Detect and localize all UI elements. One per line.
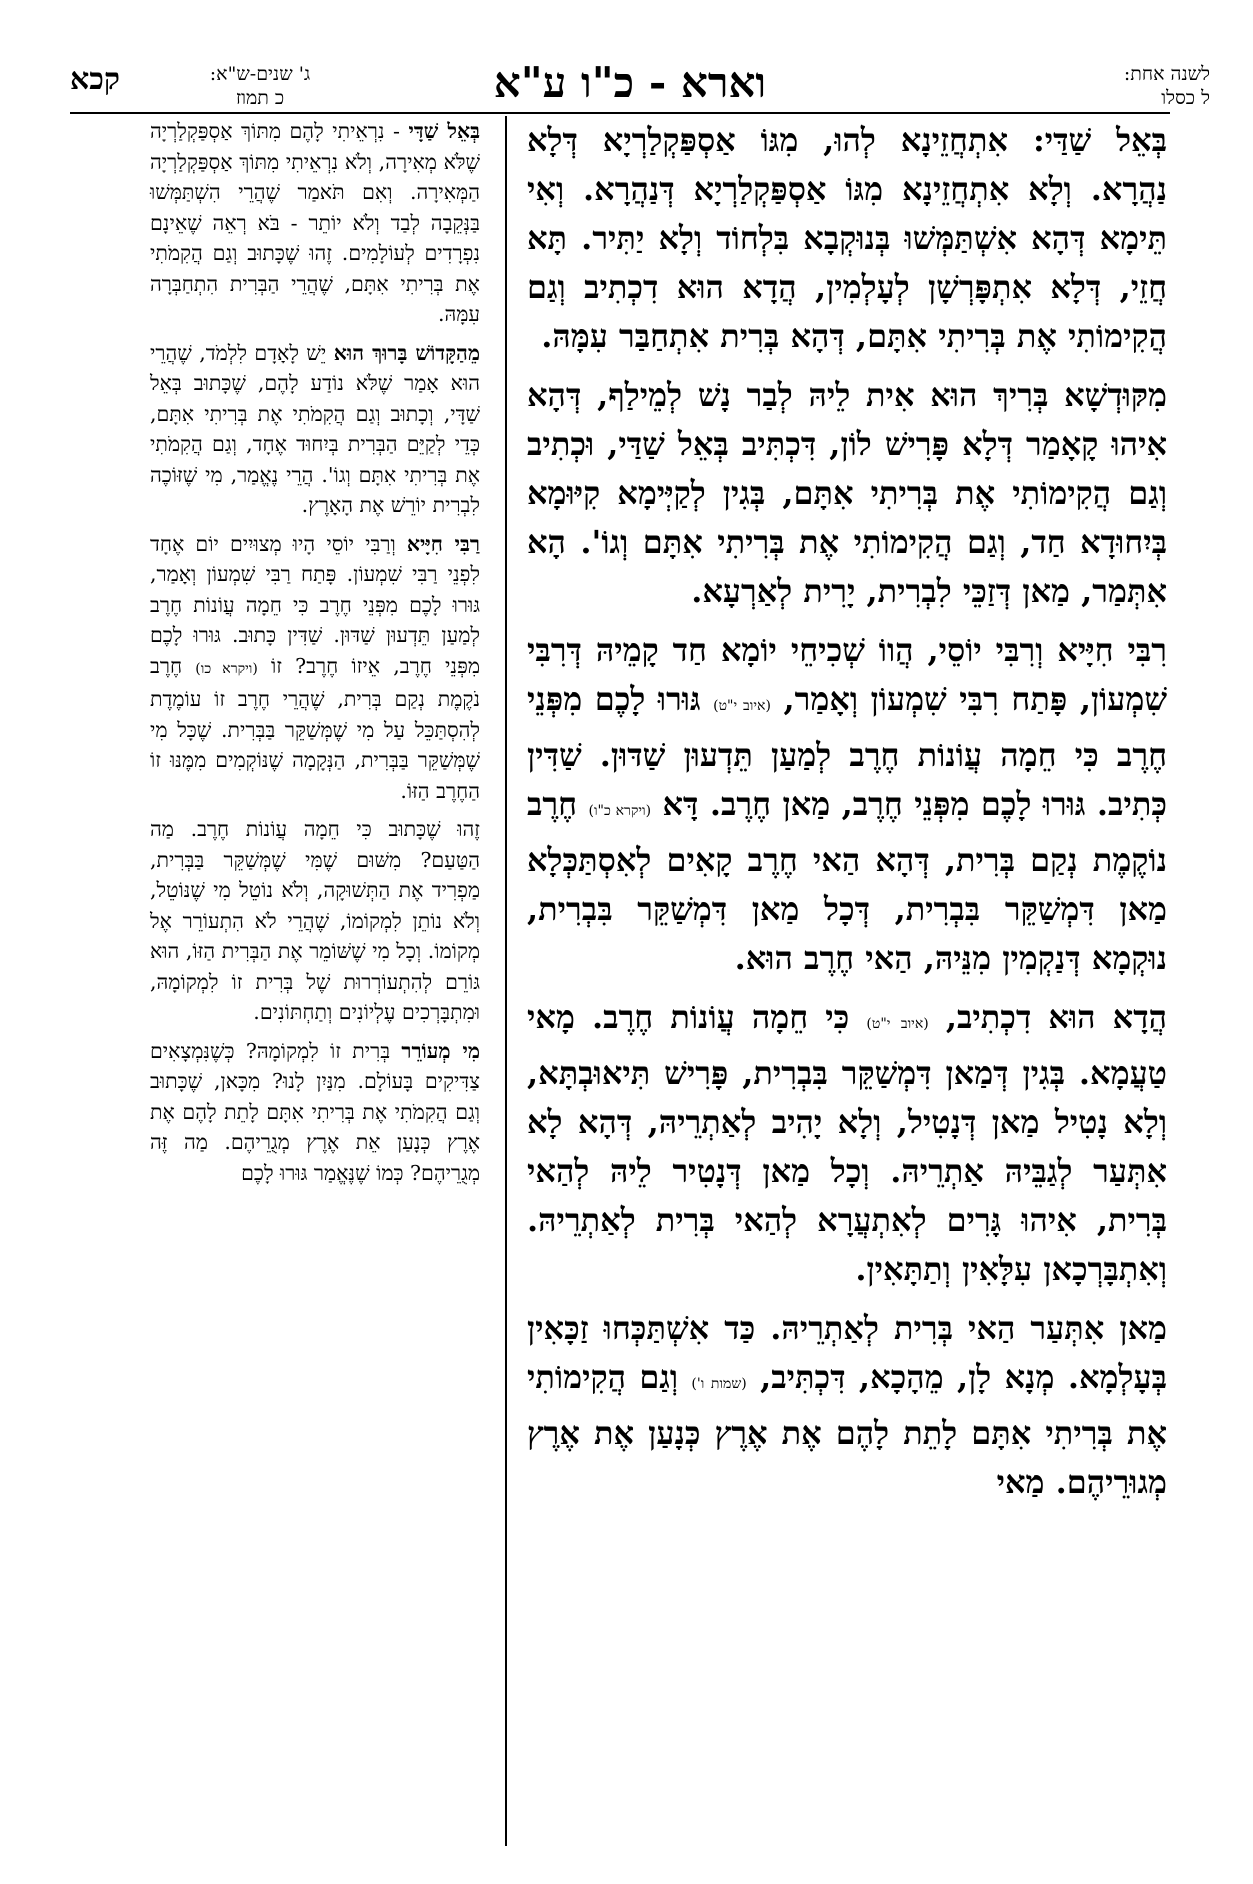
header-right-line2: ל כסלו <box>1161 87 1210 109</box>
header-right-label <box>1124 62 1210 110</box>
paragraph-lead: מַאן אִתְּעַר <box>1030 1309 1168 1347</box>
side-paragraph <box>150 338 480 521</box>
paragraph-lead: מִקּוּדְשָׁא בְּרִיךְ הוּא <box>930 376 1168 414</box>
source-citation: (ויקרא כו) <box>195 660 258 677</box>
main-paragraph <box>527 371 1167 616</box>
paragraph-text: וְרִבִּי יוֹסֵי, הֲווֹ שְׁכִיחֵי יוֹמָא חַד קָמֵיהּ דְּרִבִּי שִׁמְעוֹן, פָּתַח רִבִּי שִׁמְעוֹן וְאָמַר, <box>527 631 1168 718</box>
paragraph-lead: רִבִּי חִיָּיא <box>1057 631 1168 669</box>
paragraph-text: גּוּרוּ לָכֶם מִפְּנֵי חֶרֶב כִּי חֵמָה עֲוֹנוֹת חֶרֶב לְמַעַן תֵּדְעוּן שַׁדּוּן. שַׁדִּין כְּתִיב. גּוּרוּ לָכֶם מִפְּנֵי חֶרֶב, מַאן חֶרֶב. דָּא <box>527 680 1168 823</box>
main-paragraph <box>527 626 1167 983</box>
paragraph-text: יֵשׁ לָאָדָם לִלְמֹד, שֶׁהֲרֵי הוּא אָמַר שֶׁלֹּא נוֹדַע לָהֶם, שֶׁכָּתוּב בְּאֵל שַׁדָּי, וְכָתוּב וְגַם הֲקִמֹתִי אֶת בְּרִיתִי אִתָּם, כְּדֵי לְקַיֵּם הַבְּרִית בְּיִחוּד אֶחָד, וְגַם הֲקִמֹתִי אֶת בְּרִיתִי אִתָּם וְגוֹ'. הֲרֵי נֶאֱמַר, מִי שֶׁזּוֹכֶה לִבְרִית יוֹרֵשׁ אֶת הָאָרֶץ. <box>150 340 480 517</box>
source-citation: (ויקרא כ"ו) <box>588 803 652 819</box>
main-paragraph <box>527 1304 1167 1507</box>
source-citation: (איוב י"ט) <box>713 698 771 714</box>
paragraph-text: בְּרִית זוֹ לִמְקוֹמָהּ? כְּשֶׁנִּמְצָאִים צַדִּיקִים בָּעוֹלָם. מִנַּיִן לָנוּ? מִכָּאן, שֶׁכָּתוּב וְגַם הֲקִמֹתִי אֶת בְּרִיתִי אִתָּם לָתֵת לָהֶם אֶת אֶרֶץ כְּנָעַן אֵת אֶרֶץ מְגֻרֵיהֶם. מַה זֶּה מְגֻרֵיהֶם? כְּמוֹ שֶׁנֶּאֱמַר גּוּרוּ לָכֶם <box>150 1038 480 1185</box>
paragraph-text: - נִרְאֵיתִי לָהֶם מִתּוֹךְ אַסְפַּקְלַרְיָה שֶׁלֹּא מְאִירָה, וְלֹא נִרְאֵיתִי מִתּוֹךְ אַסְפַּקְלַרְיָה הַמְּאִירָה. וְאִם תֹּאמַר שֶׁהֲרֵי הִשְׁתַּמְּשׁוּ בַּנְּקֵבָה לְבַד וְלֹא יוֹתֵר - בֹּא רְאֵה שֶׁאֵינָם נִפְרָדִים לְעוֹלָמִים. זֶהוּ שֶׁכָּתוּב וְגַם הֲקִמֹתִי אֶת בְּרִיתִי אִתָּם, שֶׁהֲרֵי הַבְּרִית הִתְחַבְּרָה עִמָּהּ. <box>150 119 480 326</box>
paragraph-text: זֶהוּ שֶׁכָּתוּב כִּי חֵמָה עֲוֹנוֹת חֶרֶב. מַה הַטַּעַם? מִשּׁוּם שֶׁמִּי שֶׁמְּשַׁקֵּר בַּבְּרִית, מַפְרִיד אֶת הַתְּשׁוּקָה, וְלֹא נוֹטֵל מִי שֶׁנּוֹטֵל, וְלֹא נוֹתֵן לִמְקוֹמוֹ, שֶׁהֲרֵי לֹא הִתְעוֹרֵר אֶל מְקוֹמוֹ. וְכָל מִי שֶׁשּׁוֹמֵר אֶת הַבְּרִית הַזּוֹ, הוּא גּוֹרֵם לְהִתְעוֹרְרוּת שֶׁל בְּרִית זוֹ לִמְקוֹמָהּ, וּמִתְבָּרְכִים עֶלְיוֹנִים וְתַחְתּוֹנִים. <box>150 817 480 1024</box>
paragraph-lead: בְּאֵל שַׁדַּי: <box>1032 121 1168 159</box>
side-paragraph <box>150 1036 480 1189</box>
header-right-line1: לשנה אחת: <box>1123 63 1210 85</box>
paragraph-text: חֶרֶב נֹקֶמֶת נְקַם בְּרִית, שֶׁהֲרֵי חֶרֶב זוֹ עוֹמֶדֶת לְהִסְתַּכֵּל עַל מִי שֶׁמְּשַׁקֵּר בַּבְּרִית. שֶׁכָּל מִי שֶׁמְּשַׁקֵּר בַּבְּרִית, הַנְּקָמָה שֶׁנּוֹקְמִים מִמֶּנּוּ זוֹ הַחֶרֶב הַזּוֹ. <box>150 653 480 803</box>
source-citation: (שמות ו') <box>691 1376 747 1392</box>
paragraph-lead: הֲדָא הוּא דִכְתִיב, <box>945 998 1168 1036</box>
side-paragraph <box>150 529 480 807</box>
paragraph-lead: בְּאֵל שַׁדָּי <box>408 119 480 143</box>
page-title: וארא - כ"ו ע"א <box>493 58 767 107</box>
column-divider <box>505 116 507 1846</box>
side-paragraph <box>150 116 480 330</box>
main-paragraph <box>527 116 1167 361</box>
page-number: קכא <box>70 62 120 97</box>
main-paragraph <box>527 993 1167 1294</box>
side-paragraph <box>150 814 480 1028</box>
paragraph-text: אִית לֵיהּ לְבַר נָשׁ לְמֵילַף, דְּהָא אִיהוּ קָאָמַר דְּלָא פָּרִישׁ לוֹן, דִּכְתִּיב בְּאֵל שַׁדַּי, וּכְתִיב וְגַם הֲקִימוֹתִי אֶת בְּרִיתִי אִתָּם, בְּגִין לְקַיְּימָא קִיּוּמָא בְּיִחוּדָא חַד, וְגַם הֲקִימוֹתִי אֶת בְּרִיתִי אִתָּם וְגוֹ'. הָא אִתְּמַר, מַאן דְּזַכֵּי לִבְרִית, יָרִית לְאַרְעָא. <box>527 376 1167 610</box>
translation-column <box>150 116 480 1196</box>
header-left-line1: ג' שנים-ש"א: <box>209 63 311 85</box>
paragraph-text: כִּי חֵמָה עֲוֹנוֹת חֶרֶב. מָאי טַעֲמָא. בְּגִין דְּמַאן דִּמְשַׁקֵּר בִּבְרִית, פָּרִישׁ תִּיאוּבְתָּא, וְלָא נָטִיל מַאן דְּנָטִיל, וְלָא יָהִיב לְאַתְרֵיהּ, דְּהָא לָא אִתְּעַר לְגַבֵּיהּ אַתְרֵיהּ. וְכָל מַאן דְּנָטִיר לֵיהּ לְהַאי בְּרִית, אִיהוּ גָּרִים לְאִתְעֲרָא לְהַאי בְּרִית לְאַתְרֵיהּ. וְאִתְבָּרְכָאן עִלָּאִין וְתַתָּאִין. <box>527 998 1167 1288</box>
header-rule <box>70 112 1170 114</box>
source-citation: (איוב י"ט) <box>866 1016 929 1032</box>
paragraph-lead: מִי מְעוֹרֵר <box>401 1038 480 1063</box>
paragraph-text: אִתְחֲזֵינָא לְהוּ, מִגּוֹ אַסְפַּקְלַרְיָא דְּלָא נַהֲרָא. וְלָא אִתְחֲזֵינָא מִגּוֹ אַסְפַּקְלַרְיָא דְּנַהֲרָא. וְאִי תֵּימָא דְּהָא אִשְׁתַּמְּשׁוּ בְּנוּקְבָא בִּלְחוֹד וְלָא יַתִּיר. תָּא חֲזֵי, דְּלָא אִתְפָּרְשָׁן לְעָלְמִין, הֲדָא הוּא דִכְתִיב וְגַם הֲקִימוֹתִי אֶת בְּרִיתִי אִתָּם, דְּהָא בְּרִית אִתְחַבַּר עִמָּהּ. <box>527 121 1167 355</box>
paragraph-text: חֶרֶב נוֹקֶמֶת נְקַם בְּרִית, דְּהָא הַאי חֶרֶב קָאִים לְאִסְתַּכְּלָא מַאן דִּמְשַׁקֵּר בִּבְרִית, דְּכָל מַאן דִּמְשַׁקֵּר בִּבְרִית, נוּקְמָא דְּנַקְמִין מִנֵּיהּ, הַאי חֶרֶב הוּא. <box>527 785 1167 977</box>
paragraph-text: וְרַבִּי יוֹסֵי הָיוּ מְצוּיִים יוֹם אֶחָד לִפְנֵי רַבִּי שִׁמְעוֹן. פָּתַח רַבִּי שִׁמְעוֹן וְאָמַר, גּוּרוּ לָכֶם מִפְּנֵי חֶרֶב כִּי חֵמָה עֲוֹנוֹת חֶרֶב לְמַעַן תֵּדְעוּן שַׁדּוּן. שַׁדִּין כָּתוּב. גּוּרוּ לָכֶם מִפְּנֵי חֶרֶב, אֵיזוֹ חֶרֶב? זוֹ <box>150 531 480 678</box>
header-left-line2: כ תמוז <box>235 87 285 109</box>
paragraph-lead: רַבִּי חִיָּיא <box>406 531 480 556</box>
main-column <box>527 116 1167 1517</box>
paragraph-lead: מֵהַקָּדוֹשׁ בָּרוּךְ הוּא <box>333 340 480 365</box>
header-left-label <box>140 62 380 110</box>
paragraph-text: וְגַם הֲקִימוֹתִי אֶת בְּרִיתִי אִתָּם לָתֵת לָהֶם אֶת אֶרֶץ כְּנָעַן אֶת אֶרֶץ מְגוּרֵיהֶם. מַאי <box>527 1358 1167 1501</box>
paragraph-text: הַאי בְּרִית לְאַתְרֵיהּ. כַּד אִשְׁתַּכְּחוּ זַכָּאִין בְּעָלְמָא. מְנָא לָן, מֵהָכָא, דִּכְתִּיב, <box>527 1309 1167 1396</box>
